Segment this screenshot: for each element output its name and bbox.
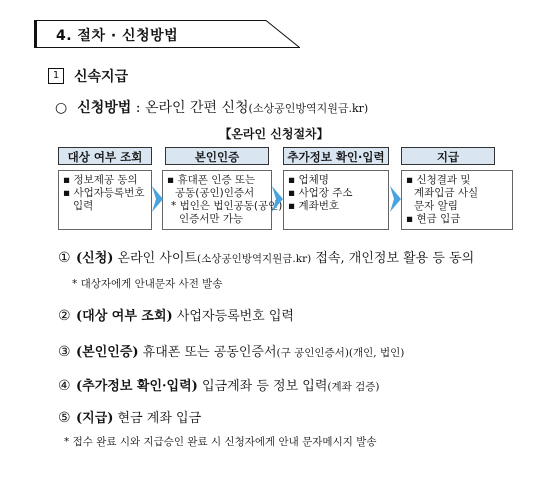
subsection-number-box: 1 [48,68,64,84]
chevron-right-icon [388,186,402,212]
step-small: (개인, 법인) [348,347,405,359]
flow-item: 계좌입금 사실 [414,187,479,199]
flow-item: ▪ 사업장 주소 [288,187,353,199]
flow-item: ▪ 업체명 [288,174,329,186]
note-1: * 대상자에게 안내문자 사전 발송 [72,278,223,290]
subsection-title: 신속지급 [74,69,129,85]
step-line-1 [58,247,474,266]
flow-step-box-4 [401,170,513,230]
step-label: (신청) [76,251,114,266]
circle-bullet-icon: ○ [55,100,68,116]
flow-step-head-3: 추가정보 확인·입력 [283,147,389,165]
step-number: ④ [58,378,71,394]
step-number: ⑤ [58,410,71,426]
step-line-2 [58,305,294,324]
flow-item: ▪ 신청결과 및 [406,174,471,186]
step-small: (소상공인방역지원금.kr) [197,253,312,265]
section-title: 4. 절차 · 신청방법 [56,28,179,44]
flow-step-head-1: 대상 여부 조회 [58,147,152,165]
flow-item: 문자 알림 [414,200,458,212]
chevron-right-icon [150,186,164,212]
flow-step-box-1 [58,170,152,230]
step-number: ③ [58,344,71,360]
step-number: ② [58,308,71,324]
step-text: 접속, 개인정보 활용 등 동의 [311,251,475,266]
step-text: 현금 계좌 입금 [113,411,202,426]
step-text: 온라인 사이트 [113,251,198,266]
step-number: ① [58,250,71,266]
flow-step-head-4: 지급 [401,147,495,165]
step-text: 입금계좌 등 정보 입력 [197,379,328,394]
method-text: 온라인 간편 신청 [144,100,249,116]
flow-item: 입력 [73,200,94,212]
step-line-4 [58,375,380,394]
step-text: 휴대폰 또는 공동인증서 [138,345,277,360]
step-line-5 [58,407,201,426]
step-label: (추가정보 확인·입력) [76,379,198,394]
step-text: 사업자등록번호 입력 [172,309,294,324]
flow-note: 인증서만 가능 [179,213,244,225]
flow-step-head-2: 본인인증 [165,147,269,165]
flow-note: * 법인은 법인공동(공인) [171,200,283,212]
step-line-3 [58,341,404,360]
flow-item: ▪ 현금 입금 [406,213,461,225]
step-small: (구 공인인증서) [276,347,349,359]
note-2: * 접수 완료 시와 지급승인 완료 시 신청자에게 안내 문자메시지 발송 [64,436,377,448]
step-small: (계좌 검증) [327,381,380,393]
method-line [55,97,368,117]
flow-item: ▪ 계좌번호 [288,200,340,212]
method-site: (소상공인방역지원금.kr) [248,102,369,115]
step-label: (대상 여부 조회) [76,309,173,324]
flow-item: 공동(공인)인증서 [175,187,255,199]
method-label: 신청방법 [77,100,132,116]
flow-step-box-3 [283,170,389,230]
flow-item: ▪ 정보제공 동의 [63,174,138,186]
flow-item: ▪ 사업자등록번호 [63,187,145,199]
method-separator: : [131,100,145,116]
step-label: (지급) [76,411,114,426]
step-label: (본인인증) [76,345,139,360]
section-header [34,20,300,48]
subsection-heading [48,66,128,86]
chevron-right-icon [270,186,284,212]
flow-item: ▪ 휴대폰 인증 또는 [167,174,256,186]
flow-title: 【온라인 신청절차】 [219,127,329,141]
flow-step-box-2 [162,170,283,230]
